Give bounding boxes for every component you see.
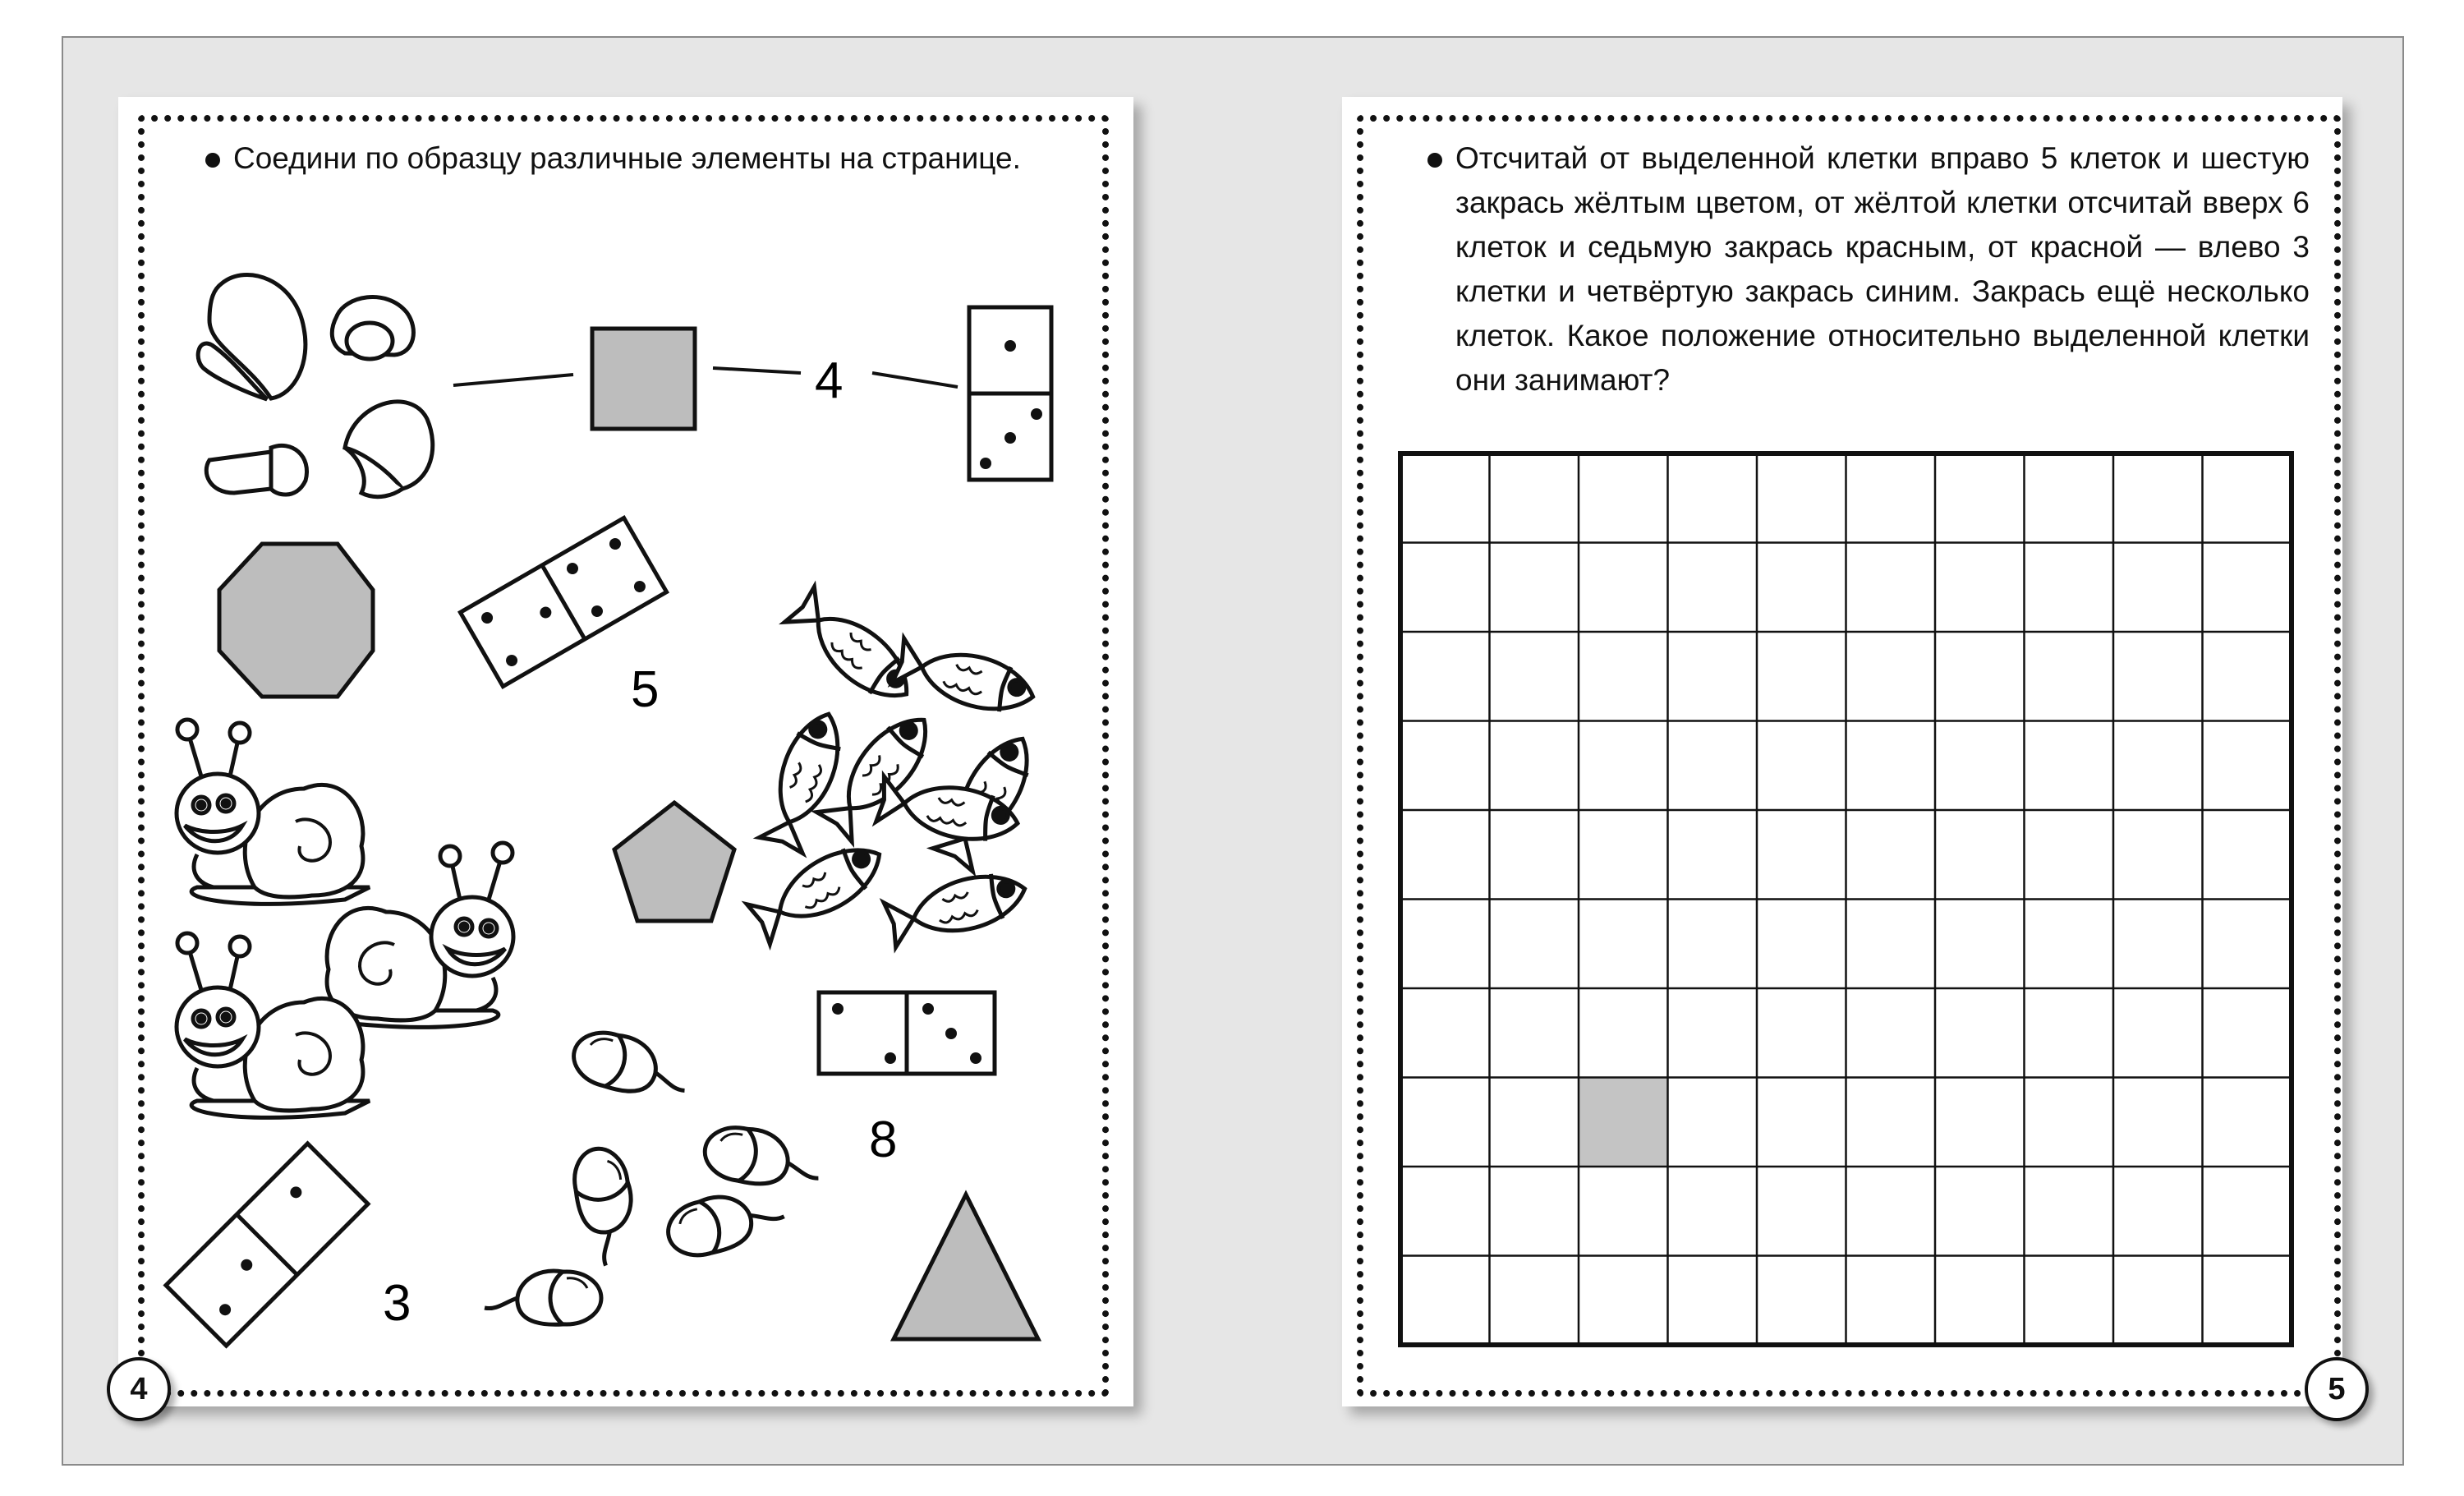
right-instruction: Отсчитай от выделенной клетки вправо 5 клеток и шестую закрась жёлтым цветом, от жёлтой клетки отсчитай вверх 6 клеток и седьмую закрась красным, от красной — влево 3 клетки и четвёртую закрась синим. Закрась ещё несколько клеток. Какое положение относительно выделенной клетки они занимают? [1455, 141, 2310, 397]
left-instruction: Соедини по образцу различные элементы на странице. [233, 141, 1021, 175]
number-label-5: 5 [631, 661, 660, 718]
number-label-3: 3 [383, 1275, 411, 1332]
number-label-8: 8 [869, 1112, 898, 1168]
number-label-4: 4 [815, 352, 844, 409]
right-page-number: 5 [2305, 1357, 2369, 1421]
left-page-number: 4 [107, 1357, 171, 1421]
highlighted-cell [1579, 1078, 1668, 1167]
